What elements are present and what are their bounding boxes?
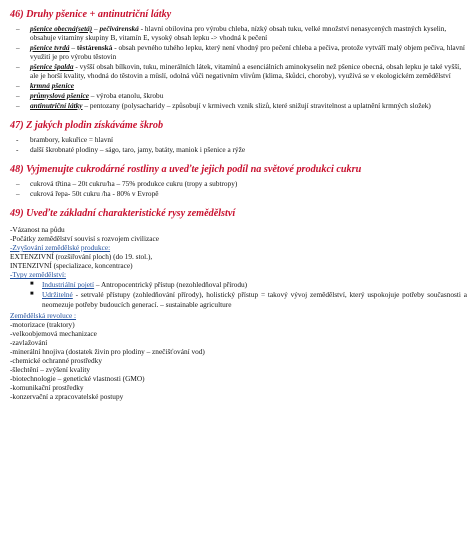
- term: pšenice špalda: [30, 62, 74, 71]
- section-47-heading: 47) Z jakých plodin získáváme škrob: [10, 119, 164, 131]
- bullet-label: Udržitelné: [42, 290, 73, 300]
- subheading-link: Zemědělská revoluce :: [10, 310, 77, 320]
- subheading-link: -Zvyšování zemědělské produkce:: [10, 242, 111, 252]
- section-48-heading: 48) Vyjmenujte cukrodárné rostliny a uveďte jejich podíl na světové produkci cukru: [10, 163, 362, 175]
- item-text: - hlavní obilovina pro výrobu chleba, nízký obsah tuku, velké množství nenasycených mastných kyselin, obsahuje vitamíny skupiny B, vitamín E, vysoký obsah lepku -> vhodná k pečení: [30, 24, 447, 43]
- text-line: EXTENZIVNÍ (rozšiřování ploch) (do 19. stol.),: [10, 252, 153, 262]
- term: průmyslová pšenice: [30, 90, 89, 100]
- text-line: -motorizace (traktory): [10, 319, 75, 329]
- item-text: – výroba etanolu, škrobu: [88, 90, 164, 100]
- term-sub: pečivárenská: [99, 24, 139, 33]
- term: krmná pšenice: [30, 81, 74, 90]
- text-line: -biotechnologie – genetické vlastnosti (GMO): [10, 374, 145, 384]
- term: pšenice tvrdá: [30, 43, 70, 52]
- section-47-list: [10, 135, 467, 154]
- section-46: [10, 8, 467, 110]
- list-item: – pšenice obecná(setá) – pečivárenská - hlavní obilovina pro výrobu chleba, nízký obsah tuku, velké množství nenasycených mastných kyselin, obsahuje vitamíny skupiny B, vitamín E, vysoký obsah lepku -> vhodná k pečení: [10, 24, 467, 42]
- list-item: [10, 91, 467, 100]
- list-item: – cukrová třtina – 20t cukru/ha – 75% produkce cukru (tropy a subtropy): [10, 179, 467, 188]
- section-48: [10, 163, 467, 198]
- text-line: -Vázanost na půdu: [10, 224, 65, 234]
- list-item: – pšenice tvrdá – těstárenská - obsah pevného tuhého lepku, který není vhodný pro pečení chleba a pečiva, protože vytváří malý objem pečiva, hlavní využití je pro výrobu těstovin: [10, 43, 467, 61]
- list-item: - další škrobnaté plodiny – ságo, taro, jamy, batáty, maniok i pšenice a rýže: [10, 145, 467, 154]
- text-line: -konzervační a zpracovatelské postupy: [10, 392, 124, 402]
- list-item: [10, 62, 467, 80]
- section-47: [10, 119, 467, 154]
- term: antinutriční látky: [30, 100, 83, 110]
- section-49: [10, 207, 467, 402]
- bullet-text: - setrvalé přístupy (zohledňování přírody), holistický přístup = takový vývoj zemědělství, který uspokojuje potřeby současnosti a neomezuje potřeby budoucích generací. – sustainable agriculture: [42, 290, 467, 309]
- list-item: [10, 101, 467, 110]
- term-sub: těstárenská: [76, 43, 113, 52]
- section-46-heading: 46) Druhy pšenice + antinutriční látky: [10, 9, 172, 20]
- text-line: INTENZIVNÍ (specializace, koncentrace): [10, 261, 133, 271]
- term: pšenice obecná(setá): [30, 24, 93, 33]
- bullet-text: – Antropocentrický přístup (nezohledňoval přírodu): [94, 280, 248, 290]
- text-line: -zavlažování: [10, 337, 48, 347]
- list-item: - brambory, kukuřice = hlavní: [10, 135, 467, 144]
- bullet-label: Industriální pojetí: [42, 280, 95, 290]
- text-line: -chemické ochranné prostředky: [10, 356, 102, 366]
- item-text: - vyšší obsah bílkovin, tuku, minerálních látek, vitamínů a esenciálních aminokyselin než pšenice obecná, obsah lepku je také vyšší, ale je horší kvality, vhodná do těstovin a müslí, odolná vůči negativním vlivům (klima, škůdci, choroby), využívá se v ekologickém zemědělství: [30, 62, 462, 81]
- section-49-heading: 49) Uveďte základní charakteristické rysy zemědělství: [10, 207, 236, 219]
- list-item: [10, 81, 467, 90]
- list-item: – cukrová řepa- 50t cukru /ha - 80% v Evropě: [10, 189, 467, 198]
- text-line: -Počátky zemědělství souvisí s rozvojem civilizace: [10, 233, 159, 243]
- item-text: - obsah pevného tuhého lepku, který není vhodný pro pečení chleba a pečiva, protože vytváří malý objem pečiva, hlavní využití je pro výrobu těstovin: [30, 43, 465, 62]
- text-line: -velkoobjemová mechanizace: [10, 328, 97, 338]
- item-text: – pentozany (polysacharidy – způsobují v krmivech vznik slizů, které snižují stravitelnost a uplatnění krmných složek): [82, 100, 431, 110]
- text-line: -komunikační prostředky: [10, 383, 84, 393]
- bullet-item: [10, 290, 467, 308]
- section-48-list: [10, 179, 467, 198]
- section-46-list: [10, 24, 467, 110]
- text-line: -šlechtění – zvýšení kvality: [10, 365, 91, 375]
- bullet-item: [10, 280, 467, 289]
- text-line: -minerální hnojiva (dostatek živin pro plodiny – znečišťování vod): [10, 347, 205, 357]
- subheading-link: -Typy zemědělství:: [10, 270, 67, 280]
